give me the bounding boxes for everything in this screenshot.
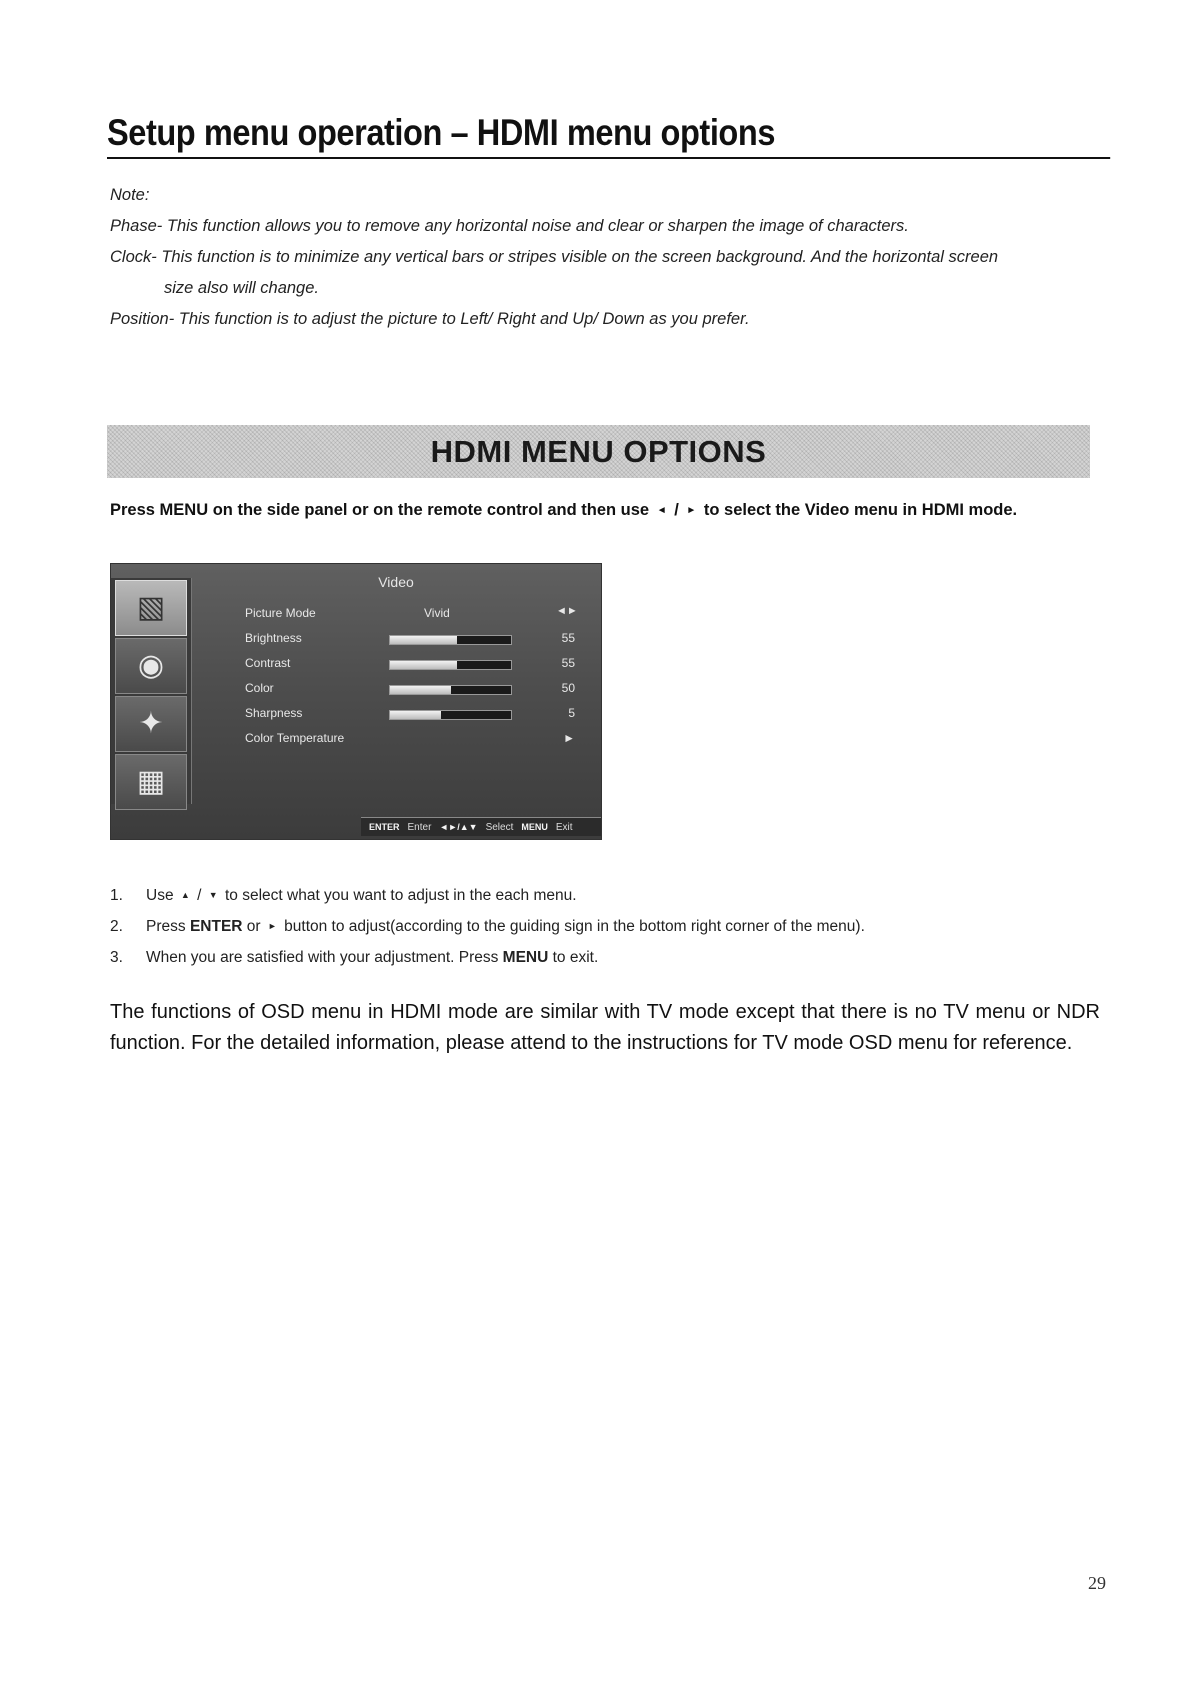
osd-menu-key: MENU	[521, 822, 548, 832]
step-text: to select what you want to adjust in the each menu.	[224, 887, 577, 904]
down-arrow-icon: ▼	[208, 890, 218, 900]
note-clock-continued: size also will change.	[164, 279, 319, 297]
steps-list	[110, 880, 1100, 973]
osd-row-label: Color	[245, 681, 274, 695]
osd-video-menu-screenshot	[110, 563, 602, 840]
up-arrow-icon: ▲	[180, 890, 190, 900]
step-number: 1.	[110, 887, 123, 904]
step-text: to exit.	[552, 949, 599, 966]
osd-row-value: 55	[561, 656, 575, 670]
osd-enter-key: ENTER	[369, 822, 400, 832]
osd-row-label: Color Temperature	[245, 731, 345, 745]
step-number: 3.	[110, 949, 123, 966]
osd-sidebar	[111, 578, 192, 804]
summary-paragraph: The functions of OSD menu in HDMI mode are similar with TV mode except that there is no TV menu or NDR function. For the detailed information, please attend to the instructions for TV mode OSD menu for reference.	[110, 1001, 1100, 1054]
step-key-menu: MENU	[502, 949, 549, 966]
osd-tab-picture	[115, 580, 187, 636]
osd-tab-tools	[115, 696, 187, 752]
osd-enter-label: Enter	[407, 821, 432, 833]
osd-level-fill	[390, 711, 441, 719]
note-position: Position- This function is to adjust the picture to Left/ Right and Up/ Down as you prefer.	[110, 310, 750, 328]
osd-level-bar	[389, 685, 512, 695]
instruction-slash: /	[674, 501, 679, 519]
section-banner	[107, 425, 1090, 478]
osd-row-label: Sharpness	[245, 706, 303, 720]
step-key-enter: ENTER	[189, 918, 243, 935]
step-text: or	[246, 918, 261, 935]
instruction-text-2: to select the Video menu in HDMI mode.	[703, 501, 1018, 519]
osd-level-bar	[389, 660, 512, 670]
picture-icon: ▧	[136, 591, 166, 624]
step-slash: /	[197, 887, 202, 904]
osd-level-fill	[390, 636, 457, 644]
osd-row-value: Vivid	[424, 606, 450, 620]
list-item	[110, 880, 1100, 911]
osd-row-contrast	[231, 651, 601, 676]
step-number: 2.	[110, 918, 123, 935]
osd-row-brightness	[231, 626, 601, 651]
osd-row-picture-mode	[231, 601, 601, 626]
osd-level-fill	[390, 661, 457, 669]
right-arrow-icon: ►	[267, 921, 277, 931]
tools-icon: ✦	[138, 707, 164, 740]
osd-row-label: Brightness	[245, 631, 302, 645]
osd-footer-hints	[361, 817, 602, 836]
right-arrow-icon: ►	[563, 731, 575, 745]
osd-row-value: 5	[568, 706, 575, 720]
osd-row-color-temperature	[231, 726, 601, 751]
osd-level-fill	[390, 686, 451, 694]
osd-tab-sound	[115, 638, 187, 694]
note-phase: Phase- This function allows you to remove any horizontal noise and clear or sharpen the image of characters.	[110, 217, 909, 235]
list-item	[110, 942, 1100, 973]
page-title: Setup menu operation – HDMI menu options	[107, 111, 1110, 159]
calendar-icon: ▦	[136, 765, 166, 798]
instruction-text-1: Press MENU on the side panel or on the remote control and then use	[110, 501, 650, 519]
osd-select-label: Select	[485, 821, 514, 833]
osd-row-color	[231, 676, 601, 701]
osd-exit-label: Exit	[555, 821, 573, 833]
osd-level-bar	[389, 635, 512, 645]
sound-icon: ◉	[137, 649, 165, 682]
list-item	[110, 911, 1100, 942]
banner-title: HDMI MENU OPTIONS	[430, 433, 767, 469]
osd-row-sharpness	[231, 701, 601, 726]
page-number: 29	[1088, 1573, 1106, 1593]
osd-row-label: Contrast	[245, 656, 291, 670]
osd-row-label: Picture Mode	[245, 606, 316, 620]
osd-row-value: 55	[561, 631, 575, 645]
osd-row-value: 50	[561, 681, 575, 695]
right-arrow-icon: ►	[686, 505, 697, 516]
step-text: Press	[146, 918, 186, 935]
osd-menu-title: Video	[378, 574, 414, 590]
notes-section	[110, 180, 1100, 335]
left-right-arrows-icon: ◄►	[556, 605, 578, 617]
left-arrow-icon: ◄	[656, 505, 667, 516]
step-text: When you are satisfied with your adjustment. Press	[146, 949, 499, 966]
osd-rows	[231, 601, 601, 751]
note-clock: Clock- This function is to minimize any vertical bars or stripes visible on the screen background. And the horizontal screen	[110, 248, 999, 266]
menu-instruction	[110, 494, 1085, 527]
osd-select-key: ◄►/▲▼	[439, 822, 478, 832]
osd-tab-setup	[115, 754, 187, 810]
step-text: Use	[146, 887, 174, 904]
osd-level-bar	[389, 710, 512, 720]
note-heading: Note:	[110, 186, 150, 204]
step-text: button to adjust(according to the guiding sign in the bottom right corner of the menu).	[284, 918, 865, 935]
